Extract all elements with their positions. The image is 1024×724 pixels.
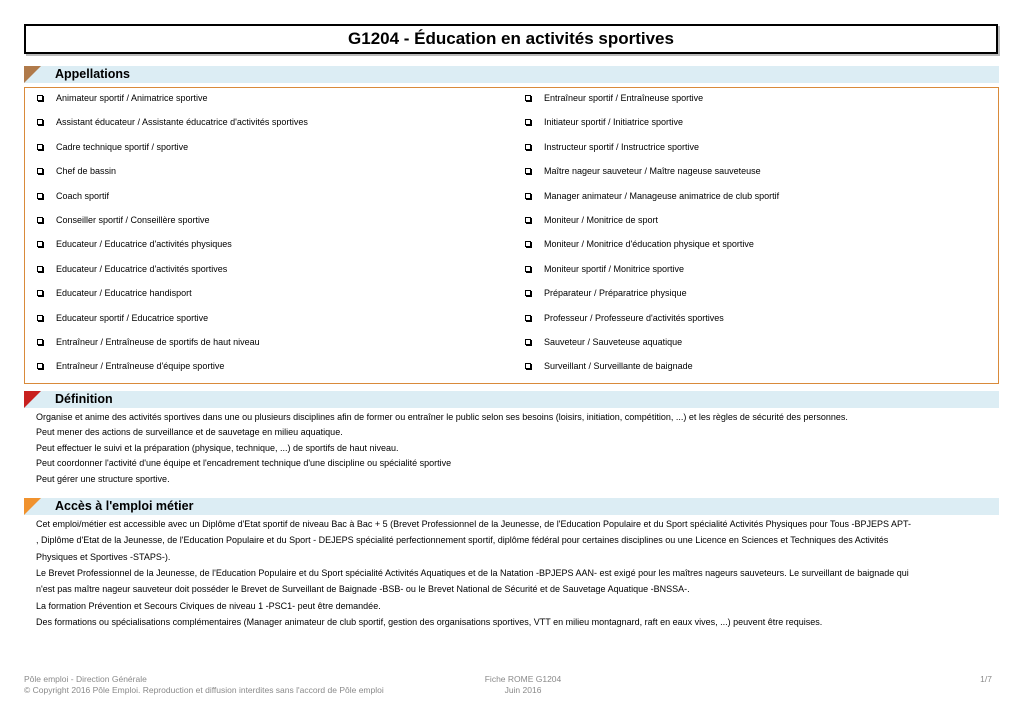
appellation-item [37, 166, 116, 176]
appellation-item [37, 215, 210, 225]
checkbox-bullet-icon [37, 217, 43, 223]
section-marker-icon [24, 498, 41, 515]
appellation-label: Moniteur sportif / Monitrice sportive [544, 263, 685, 274]
appellation-label: Sauveteur / Sauveteuse aquatique [544, 337, 683, 347]
checkbox-bullet-icon [525, 168, 531, 174]
checkbox-bullet-icon [525, 241, 531, 247]
section-header-acces [24, 498, 999, 515]
checkbox-bullet-icon [525, 193, 531, 199]
checkbox-bullet-icon [525, 315, 531, 321]
appellation-label: Entraîneur / Entraîneuse d'équipe sportive [56, 361, 225, 372]
checkbox-bullet-icon [37, 241, 43, 247]
appellation-label: Initiateur sportif / Initiatrice sportive [544, 117, 684, 128]
definition-line: Peut coordonner l'activité d'une équipe et l'encadrement technique d'une discipline ou spécialité sportive [36, 458, 452, 469]
checkbox-bullet-icon [37, 119, 43, 125]
appellation-label: Moniteur / Monitrice d'éducation physique et sportive [544, 239, 754, 250]
appellation-item [37, 117, 308, 127]
appellation-label: Animateur sportif / Animatrice sportive [56, 93, 208, 103]
appellation-item [525, 117, 683, 127]
appellation-item [37, 361, 224, 371]
checkbox-bullet-icon [37, 95, 43, 101]
appellation-item [37, 337, 260, 347]
checkbox-bullet-icon [525, 95, 531, 101]
appellation-item [37, 239, 232, 249]
appellation-label: Maître nageur sauveteur / Maître nageuse sauveteuse [544, 166, 761, 177]
appellation-item [525, 93, 703, 103]
appellation-item [525, 215, 658, 225]
appellation-label: Cadre technique sportif / sportive [56, 141, 189, 152]
appellation-item [37, 93, 208, 103]
appellation-label: Professeur / Professeure d'activités sportives [544, 312, 724, 323]
definition-line: Peut mener des actions de surveillance et de sauvetage en milieu aquatique. [36, 427, 343, 438]
appellation-label: Assistant éducateur / Assistante éducatrice d'activités sportives [56, 117, 308, 128]
footer-center [470, 674, 576, 696]
appellation-label: Educateur sportif / Educatrice sportive [56, 312, 209, 323]
appellation-item [37, 313, 208, 323]
checkbox-bullet-icon [525, 290, 531, 296]
checkbox-bullet-icon [525, 144, 531, 150]
checkbox-bullet-icon [37, 193, 43, 199]
appellation-label: Manager animateur / Manageuse animatrice de club sportif [544, 190, 780, 201]
acces-line: Des formations ou spécialisations complémentaires (Manager animateur de club sportif, gestion des organisations sportives, VTT en milieu montagnard, raft en eaux vives, ...) peuvent être requises. [36, 616, 823, 627]
appellation-label: Entraîneur / Entraîneuse de sportifs de haut niveau [56, 337, 260, 347]
appellation-label: Entraîneur sportif / Entraîneuse sportive [544, 93, 704, 103]
appellation-label: Coach sportif [56, 190, 110, 201]
footer-date: Juin 2016 [504, 685, 542, 695]
appellation-item [525, 313, 724, 323]
appellation-label: Educateur / Educatrice d'activités physiques [56, 239, 232, 250]
appellation-item [37, 191, 109, 201]
appellation-item [525, 337, 682, 347]
appellations-list [24, 87, 999, 384]
appellation-item [525, 361, 693, 371]
section-header-appellations [24, 66, 999, 83]
appellation-item [525, 191, 779, 201]
checkbox-bullet-icon [37, 339, 43, 345]
footer-left [24, 674, 384, 696]
checkbox-bullet-icon [37, 266, 43, 272]
checkbox-bullet-icon [37, 168, 43, 174]
appellation-label: Educateur / Educatrice d'activités sportives [56, 263, 228, 274]
section-label: Accès à l'emploi métier [55, 499, 194, 513]
checkbox-bullet-icon [525, 339, 531, 345]
section-marker-icon [24, 391, 41, 408]
footer-org: Pôle emploi - Direction Générale [24, 674, 147, 684]
appellation-label: Instructeur sportif / Instructrice sportive [544, 141, 700, 152]
acces-line: La formation Prévention et Secours Civiques de niveau 1 -PSC1- peut être demandée. [36, 600, 381, 611]
appellation-item [37, 142, 188, 152]
acces-line: Le Brevet Professionnel de la Jeunesse, de l'Education Populaire et du Sport spécialité Activités Aquatiques et de la Natation -BPJEPS AAN- est exigé pour les maîtres nageurs sauveteurs. Le surveillant de baignade qui [36, 567, 909, 578]
appellation-label: Préparateur / Préparatrice physique [544, 288, 687, 299]
definition-line: Organise et anime des activités sportives dans une ou plusieurs disciplines afin de former ou entraîner le public selon ses besoins (loisirs, initiation, compétition, ...) et les règles de sécurité des personnes. [36, 412, 848, 422]
checkbox-bullet-icon [525, 266, 531, 272]
appellation-item [37, 288, 192, 298]
acces-line: , Diplôme d'Etat de la Jeunesse, de l'Education Populaire et du Sport - DEJEPS spécialité perfectionnement sportif, diplôme fédéral pour certaines disciplines ou une Licence en Sciences et Techniques des Activités [36, 535, 889, 546]
checkbox-bullet-icon [525, 119, 531, 125]
checkbox-bullet-icon [37, 144, 43, 150]
appellation-item [525, 166, 761, 176]
checkbox-bullet-icon [525, 217, 531, 223]
appellation-label: Surveillant / Surveillante de baignade [544, 361, 693, 372]
footer-page: 1/7 [980, 674, 992, 684]
appellation-label: Educateur / Educatrice handisport [56, 288, 192, 299]
appellation-item [525, 264, 684, 274]
section-label: Appellations [55, 67, 131, 81]
appellation-label: Moniteur / Monitrice de sport [544, 215, 659, 225]
acces-line: Physiques et Sportives -STAPS-). [36, 551, 171, 562]
page-title: G1204 - Éducation en activités sportives [24, 24, 998, 54]
footer-copyright: © Copyright 2016 Pôle Emploi. Reproduction et diffusion interdites sans l'accord de Pôle emploi [24, 685, 384, 695]
checkbox-bullet-icon [37, 363, 43, 369]
definition-line: Peut gérer une structure sportive. [36, 473, 170, 484]
acces-line: n'est pas maître nageur sauveteur doit posséder le Brevet de Surveillant de Baignade -BSB- ou le Brevet National de Sécurité et de Sauvetage Aquatique -BNSSA-. [36, 584, 690, 595]
appellation-item [525, 142, 699, 152]
section-header-definition [24, 391, 999, 408]
checkbox-bullet-icon [525, 363, 531, 369]
checkbox-bullet-icon [37, 315, 43, 321]
section-label: Définition [55, 392, 113, 406]
appellation-label: Chef de bassin [56, 166, 117, 177]
definition-line: Peut effectuer le suivi et la préparation (physique, technique, ...) de sportifs de haut niveau. [36, 442, 399, 453]
acces-line: Cet emploi/métier est accessible avec un Diplôme d'Etat sportif de niveau Bac à Bac + 5 (Brevet Professionnel de la Jeunesse, de l'Education Populaire et du Sport spécialité Activités Physiques pour Tous -BPJEPS APT- [36, 519, 911, 529]
footer-fiche: Fiche ROME G1204 [484, 674, 562, 684]
appellation-label: Conseiller sportif / Conseillère sportive [56, 215, 210, 225]
appellation-item [37, 264, 227, 274]
appellation-item [525, 288, 687, 298]
appellation-item [525, 239, 754, 249]
checkbox-bullet-icon [37, 290, 43, 296]
section-marker-icon [24, 66, 41, 83]
